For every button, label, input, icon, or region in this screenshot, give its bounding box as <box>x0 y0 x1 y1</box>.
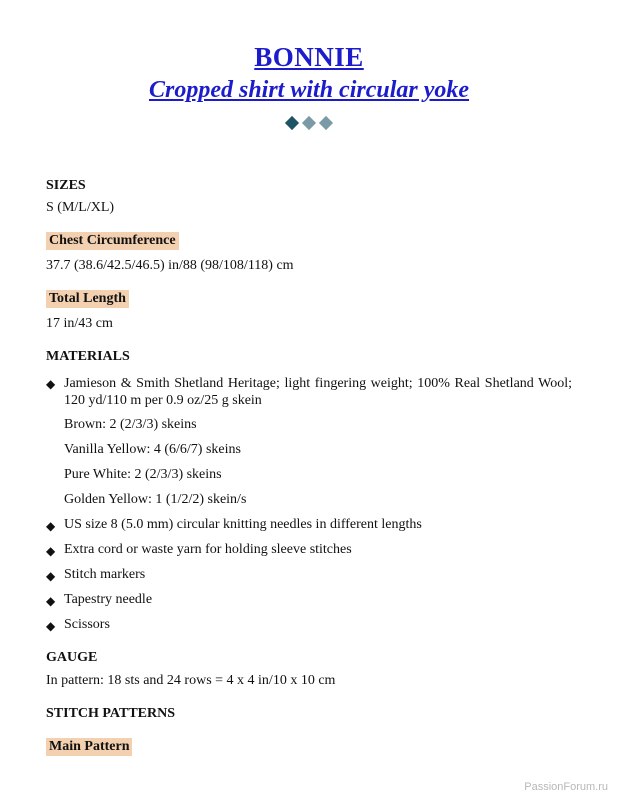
material-item: Scissors <box>64 617 110 632</box>
gauge-heading: GAUGE <box>46 650 98 665</box>
diamond-icon <box>302 116 316 130</box>
chest-label: Chest Circumference <box>46 232 179 250</box>
stitch-patterns-heading: STITCH PATTERNS <box>46 706 176 721</box>
sizes-value: S (M/L/XL) <box>46 200 115 215</box>
page-title: BONNIE <box>254 42 364 72</box>
diamond-icon <box>285 116 299 130</box>
bullet-icon: ◆ <box>46 544 56 558</box>
yarn-color-vanilla: Vanilla Yellow: 4 (6/6/7) skeins <box>64 442 241 457</box>
main-pattern-label: Main Pattern <box>46 738 132 756</box>
yarn-description: Jamieson & Smith Shetland Heritage; light fingering weight; 100% Real Shetland Wool; 120 yd/110 m per 0.9 oz/25 g skein <box>64 376 572 408</box>
materials-heading: MATERIALS <box>46 349 130 364</box>
diamond-icon <box>319 116 333 130</box>
bullet-icon: ◆ <box>46 619 56 633</box>
material-item: Stitch markers <box>64 567 146 582</box>
chest-value: 37.7 (38.6/42.5/46.5) in/88 (98/108/118) cm <box>46 258 294 273</box>
length-value: 17 in/43 cm <box>46 316 113 331</box>
yarn-color-golden: Golden Yellow: 1 (1/2/2) skein/s <box>64 492 247 507</box>
yarn-color-white: Pure White: 2 (2/3/3) skeins <box>64 467 222 482</box>
watermark: PassionForum.ru <box>524 781 608 793</box>
material-item: Extra cord or waste yarn for holding sleeve stitches <box>64 542 352 557</box>
sizes-heading: SIZES <box>46 178 86 193</box>
material-item: US size 8 (5.0 mm) circular knitting needles in different lengths <box>64 517 422 532</box>
length-label: Total Length <box>46 290 129 308</box>
gauge-value: In pattern: 18 sts and 24 rows = 4 x 4 in/10 x 10 cm <box>46 673 336 688</box>
yarn-color-brown: Brown: 2 (2/3/3) skeins <box>64 417 197 432</box>
diamond-ornament <box>284 116 336 132</box>
bullet-icon: ◆ <box>46 377 56 391</box>
bullet-icon: ◆ <box>46 594 56 608</box>
bullet-icon: ◆ <box>46 519 56 533</box>
page-subtitle: Cropped shirt with circular yoke <box>148 77 470 103</box>
bullet-icon: ◆ <box>46 569 56 583</box>
material-item: Tapestry needle <box>64 592 153 607</box>
